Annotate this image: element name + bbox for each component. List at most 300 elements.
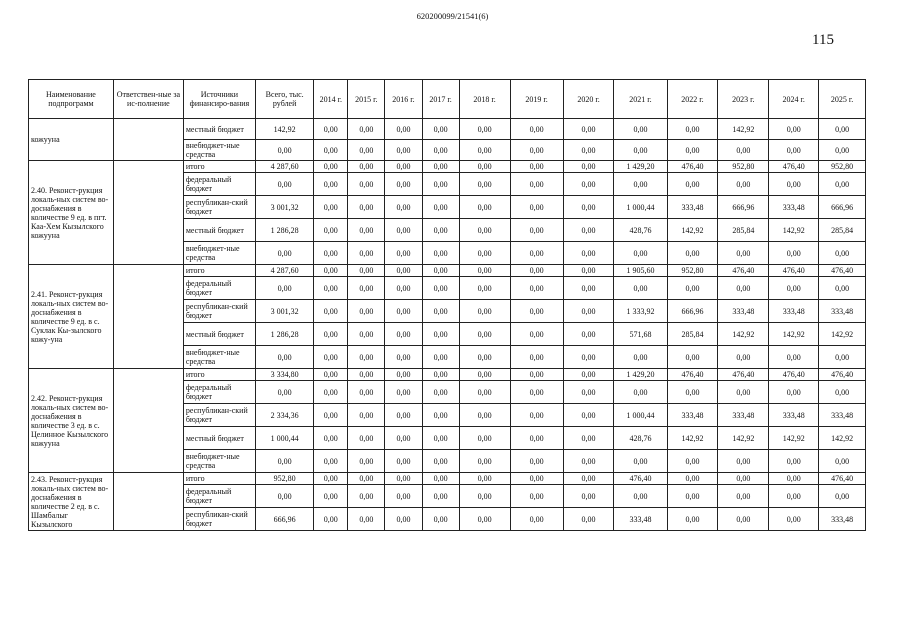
amount-cell: 0,00	[314, 427, 348, 450]
amount-cell: 0,00	[385, 173, 422, 196]
amount-cell: 0,00	[422, 381, 459, 404]
amount-cell: 0,00	[422, 173, 459, 196]
funding-source: республикан-ский бюджет	[183, 300, 255, 323]
amount-cell: 0,00	[769, 485, 819, 508]
amount-cell: 0,00	[614, 119, 667, 140]
amount-cell: 476,40	[667, 369, 718, 381]
amount-cell: 4 287,60	[255, 265, 313, 277]
header-cell: 2024 г.	[769, 80, 819, 119]
amount-cell: 0,00	[422, 473, 459, 485]
amount-cell: 0,00	[563, 427, 614, 450]
amount-cell: 333,48	[614, 508, 667, 531]
amount-cell: 0,00	[667, 242, 718, 265]
amount-cell: 285,84	[819, 219, 866, 242]
amount-cell: 0,00	[718, 381, 769, 404]
amount-cell: 0,00	[769, 450, 819, 473]
amount-cell: 666,96	[819, 196, 866, 219]
amount-cell: 0,00	[718, 242, 769, 265]
amount-cell: 0,00	[459, 219, 510, 242]
amount-cell: 0,00	[255, 242, 313, 265]
amount-cell: 0,00	[314, 173, 348, 196]
amount-cell: 333,48	[819, 300, 866, 323]
amount-cell: 952,80	[819, 161, 866, 173]
funding-source: местный бюджет	[183, 323, 255, 346]
amount-cell: 285,84	[667, 323, 718, 346]
amount-cell: 0,00	[563, 369, 614, 381]
amount-cell: 0,00	[459, 369, 510, 381]
amount-cell: 0,00	[459, 300, 510, 323]
amount-cell: 0,00	[459, 323, 510, 346]
amount-cell: 0,00	[459, 265, 510, 277]
amount-cell: 142,92	[819, 323, 866, 346]
amount-cell: 3 334,80	[255, 369, 313, 381]
amount-cell: 3 001,32	[255, 300, 313, 323]
amount-cell: 142,92	[255, 119, 313, 140]
amount-cell: 0,00	[510, 369, 563, 381]
funding-source: внебюджет-ные средства	[183, 242, 255, 265]
amount-cell: 666,96	[255, 508, 313, 531]
amount-cell: 333,48	[667, 196, 718, 219]
amount-cell: 0,00	[563, 508, 614, 531]
funding-source: итого	[183, 161, 255, 173]
amount-cell: 0,00	[385, 119, 422, 140]
amount-cell: 0,00	[459, 119, 510, 140]
amount-cell: 0,00	[718, 346, 769, 369]
amount-cell: 476,40	[769, 265, 819, 277]
amount-cell: 0,00	[563, 196, 614, 219]
amount-cell: 333,48	[769, 196, 819, 219]
amount-cell: 0,00	[769, 346, 819, 369]
amount-cell: 0,00	[385, 196, 422, 219]
funding-source: федеральный бюджет	[183, 173, 255, 196]
amount-cell: 1 286,28	[255, 323, 313, 346]
amount-cell: 0,00	[510, 140, 563, 161]
amount-cell: 0,00	[614, 173, 667, 196]
amount-cell: 0,00	[563, 346, 614, 369]
amount-cell: 0,00	[314, 265, 348, 277]
amount-cell: 0,00	[718, 473, 769, 485]
amount-cell: 0,00	[563, 119, 614, 140]
amount-cell: 0,00	[718, 140, 769, 161]
responsible-cell	[113, 161, 183, 265]
amount-cell: 0,00	[422, 140, 459, 161]
amount-cell: 0,00	[348, 346, 385, 369]
amount-cell: 0,00	[314, 219, 348, 242]
amount-cell: 0,00	[385, 473, 422, 485]
header-cell: 2015 г.	[348, 80, 385, 119]
funding-source: федеральный бюджет	[183, 381, 255, 404]
amount-cell: 0,00	[819, 450, 866, 473]
amount-cell: 952,80	[255, 473, 313, 485]
amount-cell: 666,96	[718, 196, 769, 219]
amount-cell: 0,00	[348, 508, 385, 531]
table-row	[29, 265, 866, 277]
amount-cell: 0,00	[385, 265, 422, 277]
amount-cell: 0,00	[385, 381, 422, 404]
amount-cell: 0,00	[614, 485, 667, 508]
amount-cell: 0,00	[769, 173, 819, 196]
header-cell: 2021 г.	[614, 80, 667, 119]
amount-cell: 0,00	[385, 346, 422, 369]
amount-cell: 0,00	[314, 242, 348, 265]
amount-cell: 0,00	[459, 161, 510, 173]
amount-cell: 0,00	[422, 508, 459, 531]
amount-cell: 0,00	[769, 277, 819, 300]
amount-cell: 0,00	[314, 450, 348, 473]
table-row	[29, 119, 866, 140]
amount-cell: 1 000,44	[255, 427, 313, 450]
amount-cell: 0,00	[769, 119, 819, 140]
amount-cell: 476,40	[819, 473, 866, 485]
amount-cell: 0,00	[510, 404, 563, 427]
amount-cell: 0,00	[422, 277, 459, 300]
amount-cell: 142,92	[769, 219, 819, 242]
header-cell: Наименование подпрограмм	[29, 80, 114, 119]
amount-cell: 333,48	[769, 404, 819, 427]
funding-source: республикан-ский бюджет	[183, 508, 255, 531]
amount-cell: 0,00	[819, 242, 866, 265]
amount-cell: 0,00	[422, 485, 459, 508]
amount-cell: 476,40	[769, 161, 819, 173]
amount-cell: 0,00	[348, 173, 385, 196]
amount-cell: 0,00	[459, 277, 510, 300]
amount-cell: 0,00	[563, 404, 614, 427]
amount-cell: 0,00	[563, 473, 614, 485]
header-cell: Ответствен-ные за ис-полнение	[113, 80, 183, 119]
header-cell: 2023 г.	[718, 80, 769, 119]
amount-cell: 0,00	[255, 381, 313, 404]
amount-cell: 0,00	[769, 473, 819, 485]
amount-cell: 0,00	[667, 473, 718, 485]
amount-cell: 0,00	[348, 277, 385, 300]
amount-cell: 0,00	[459, 427, 510, 450]
amount-cell: 0,00	[385, 219, 422, 242]
header-cell: 2014 г.	[314, 80, 348, 119]
amount-cell: 0,00	[348, 369, 385, 381]
amount-cell: 0,00	[348, 450, 385, 473]
amount-cell: 0,00	[819, 346, 866, 369]
amount-cell: 0,00	[510, 473, 563, 485]
amount-cell: 0,00	[510, 161, 563, 173]
amount-cell: 0,00	[385, 140, 422, 161]
amount-cell: 0,00	[614, 346, 667, 369]
amount-cell: 0,00	[563, 485, 614, 508]
amount-cell: 0,00	[667, 381, 718, 404]
amount-cell: 0,00	[348, 196, 385, 219]
amount-cell: 0,00	[614, 450, 667, 473]
amount-cell: 0,00	[385, 404, 422, 427]
amount-cell: 0,00	[348, 219, 385, 242]
amount-cell: 0,00	[667, 277, 718, 300]
amount-cell: 0,00	[314, 300, 348, 323]
funding-source: внебюджет-ные средства	[183, 140, 255, 161]
amount-cell: 333,48	[718, 300, 769, 323]
amount-cell: 0,00	[459, 140, 510, 161]
subprogram-name: 2.42. Реконст-рукция локаль-ных систем во-доснабжения в количестве 3 ед. в с. Целинное Кызылского кожууна	[29, 369, 114, 473]
amount-cell: 0,00	[385, 323, 422, 346]
amount-cell: 0,00	[510, 323, 563, 346]
amount-cell: 0,00	[422, 450, 459, 473]
responsible-cell	[113, 369, 183, 473]
amount-cell: 0,00	[563, 323, 614, 346]
header-cell: 2025 г.	[819, 80, 866, 119]
amount-cell: 0,00	[422, 404, 459, 427]
amount-cell: 0,00	[459, 404, 510, 427]
amount-cell: 0,00	[563, 242, 614, 265]
amount-cell: 142,92	[667, 427, 718, 450]
amount-cell: 0,00	[385, 427, 422, 450]
amount-cell: 0,00	[718, 485, 769, 508]
amount-cell: 0,00	[385, 485, 422, 508]
amount-cell: 0,00	[348, 161, 385, 173]
amount-cell: 0,00	[563, 277, 614, 300]
amount-cell: 333,48	[819, 404, 866, 427]
amount-cell: 0,00	[667, 119, 718, 140]
amount-cell: 0,00	[255, 277, 313, 300]
amount-cell: 0,00	[422, 323, 459, 346]
header-cell: 2018 г.	[459, 80, 510, 119]
amount-cell: 0,00	[348, 242, 385, 265]
amount-cell: 0,00	[422, 242, 459, 265]
funding-source: федеральный бюджет	[183, 485, 255, 508]
subprogram-name: 2.40. Реконст-рукция локаль-ных систем во-доснабжения в количестве 9 ед. в пгт. Каа-Хем Кызылского кожууна	[29, 161, 114, 265]
amount-cell: 0,00	[510, 277, 563, 300]
amount-cell: 1 333,92	[614, 300, 667, 323]
amount-cell: 0,00	[718, 508, 769, 531]
amount-cell: 952,80	[667, 265, 718, 277]
amount-cell: 0,00	[718, 173, 769, 196]
amount-cell: 1 000,44	[614, 196, 667, 219]
responsible-cell	[113, 265, 183, 369]
amount-cell: 0,00	[563, 219, 614, 242]
amount-cell: 0,00	[769, 140, 819, 161]
amount-cell: 0,00	[510, 265, 563, 277]
amount-cell: 0,00	[255, 346, 313, 369]
amount-cell: 0,00	[819, 140, 866, 161]
amount-cell: 0,00	[718, 450, 769, 473]
amount-cell: 0,00	[422, 427, 459, 450]
amount-cell: 0,00	[314, 369, 348, 381]
amount-cell: 0,00	[348, 381, 385, 404]
amount-cell: 0,00	[314, 140, 348, 161]
amount-cell: 142,92	[769, 323, 819, 346]
amount-cell: 0,00	[667, 140, 718, 161]
amount-cell: 1 286,28	[255, 219, 313, 242]
amount-cell: 0,00	[563, 161, 614, 173]
responsible-cell	[113, 473, 183, 531]
table-row	[29, 161, 866, 173]
amount-cell: 952,80	[718, 161, 769, 173]
amount-cell: 0,00	[422, 119, 459, 140]
funding-source: местный бюджет	[183, 427, 255, 450]
amount-cell: 333,48	[718, 404, 769, 427]
amount-cell: 0,00	[255, 485, 313, 508]
amount-cell: 0,00	[422, 265, 459, 277]
amount-cell: 0,00	[510, 346, 563, 369]
amount-cell: 0,00	[314, 404, 348, 427]
amount-cell: 0,00	[667, 508, 718, 531]
amount-cell: 1 429,20	[614, 161, 667, 173]
financing-table	[28, 79, 866, 531]
amount-cell: 0,00	[459, 485, 510, 508]
funding-source: внебюджет-ные средства	[183, 346, 255, 369]
header-cell: 2019 г.	[510, 80, 563, 119]
amount-cell: 0,00	[422, 219, 459, 242]
amount-cell: 476,40	[819, 369, 866, 381]
amount-cell: 0,00	[255, 140, 313, 161]
amount-cell: 4 287,60	[255, 161, 313, 173]
amount-cell: 0,00	[422, 196, 459, 219]
amount-cell: 0,00	[385, 300, 422, 323]
amount-cell: 142,92	[718, 119, 769, 140]
subprogram-name: 2.43. Реконст-рукция локаль-ных систем во-доснабжения в количестве 2 ед. в с. Шамбалыг Кызылского	[29, 473, 114, 531]
amount-cell: 2 334,36	[255, 404, 313, 427]
amount-cell: 0,00	[255, 173, 313, 196]
amount-cell: 0,00	[614, 381, 667, 404]
amount-cell: 1 429,20	[614, 369, 667, 381]
amount-cell: 0,00	[459, 346, 510, 369]
amount-cell: 0,00	[255, 450, 313, 473]
amount-cell: 333,48	[769, 300, 819, 323]
amount-cell: 0,00	[718, 277, 769, 300]
amount-cell: 0,00	[385, 277, 422, 300]
amount-cell: 571,68	[614, 323, 667, 346]
amount-cell: 0,00	[510, 485, 563, 508]
amount-cell: 0,00	[385, 369, 422, 381]
amount-cell: 1 000,44	[614, 404, 667, 427]
amount-cell: 0,00	[348, 485, 385, 508]
amount-cell: 0,00	[563, 173, 614, 196]
amount-cell: 0,00	[614, 242, 667, 265]
header-cell: 2017 г.	[422, 80, 459, 119]
amount-cell: 0,00	[422, 161, 459, 173]
amount-cell: 0,00	[422, 369, 459, 381]
header-cell: Всего, тыс. рублей	[255, 80, 313, 119]
amount-cell: 0,00	[819, 119, 866, 140]
amount-cell: 0,00	[563, 300, 614, 323]
amount-cell: 666,96	[667, 300, 718, 323]
amount-cell: 0,00	[348, 323, 385, 346]
amount-cell: 0,00	[314, 381, 348, 404]
amount-cell: 0,00	[667, 450, 718, 473]
funding-source: итого	[183, 369, 255, 381]
table-row	[29, 369, 866, 381]
amount-cell: 0,00	[314, 323, 348, 346]
funding-source: республикан-ский бюджет	[183, 196, 255, 219]
amount-cell: 0,00	[459, 450, 510, 473]
amount-cell: 0,00	[667, 346, 718, 369]
amount-cell: 285,84	[718, 219, 769, 242]
amount-cell: 0,00	[459, 473, 510, 485]
amount-cell: 0,00	[819, 277, 866, 300]
document-id: 620200099/21541(6)	[416, 11, 489, 21]
amount-cell: 0,00	[614, 277, 667, 300]
amount-cell: 3 001,32	[255, 196, 313, 219]
amount-cell: 0,00	[385, 161, 422, 173]
amount-cell: 476,40	[718, 369, 769, 381]
amount-cell: 0,00	[510, 196, 563, 219]
amount-cell: 0,00	[510, 219, 563, 242]
amount-cell: 0,00	[314, 119, 348, 140]
amount-cell: 0,00	[385, 508, 422, 531]
table-row	[29, 473, 866, 485]
amount-cell: 333,48	[819, 508, 866, 531]
amount-cell: 0,00	[510, 300, 563, 323]
amount-cell: 476,40	[667, 161, 718, 173]
amount-cell: 0,00	[459, 381, 510, 404]
amount-cell: 0,00	[459, 242, 510, 265]
amount-cell: 0,00	[314, 473, 348, 485]
amount-cell: 0,00	[422, 300, 459, 323]
amount-cell: 0,00	[563, 381, 614, 404]
amount-cell: 142,92	[769, 427, 819, 450]
amount-cell: 0,00	[667, 485, 718, 508]
header-cell: 2022 г.	[667, 80, 718, 119]
amount-cell: 0,00	[314, 196, 348, 219]
amount-cell: 476,40	[769, 369, 819, 381]
funding-source: итого	[183, 473, 255, 485]
page-number: 115	[812, 32, 834, 48]
amount-cell: 0,00	[563, 265, 614, 277]
amount-cell: 0,00	[314, 485, 348, 508]
amount-cell: 0,00	[510, 427, 563, 450]
header-cell: 2016 г.	[385, 80, 422, 119]
funding-source: республикан-ский бюджет	[183, 404, 255, 427]
amount-cell: 476,40	[718, 265, 769, 277]
funding-source: итого	[183, 265, 255, 277]
amount-cell: 0,00	[819, 381, 866, 404]
amount-cell: 0,00	[459, 173, 510, 196]
amount-cell: 0,00	[314, 277, 348, 300]
amount-cell: 142,92	[819, 427, 866, 450]
amount-cell: 0,00	[510, 508, 563, 531]
amount-cell: 0,00	[348, 427, 385, 450]
amount-cell: 0,00	[348, 404, 385, 427]
amount-cell: 0,00	[614, 140, 667, 161]
header-cell: 2020 г.	[563, 80, 614, 119]
table-body	[29, 119, 866, 531]
responsible-cell	[113, 119, 183, 161]
amount-cell: 0,00	[510, 173, 563, 196]
amount-cell: 0,00	[510, 381, 563, 404]
amount-cell: 142,92	[667, 219, 718, 242]
amount-cell: 1 905,60	[614, 265, 667, 277]
amount-cell: 0,00	[348, 140, 385, 161]
amount-cell: 0,00	[314, 508, 348, 531]
amount-cell: 0,00	[348, 265, 385, 277]
amount-cell: 0,00	[563, 140, 614, 161]
subprogram-name: 2.41. Реконст-рукция локаль-ных систем во-доснабжения в количестве 9 ед. в с. Суклак Кы-зылского кожу-уна	[29, 265, 114, 369]
amount-cell: 476,40	[614, 473, 667, 485]
amount-cell: 0,00	[459, 508, 510, 531]
amount-cell: 0,00	[563, 450, 614, 473]
amount-cell: 0,00	[314, 161, 348, 173]
amount-cell: 0,00	[769, 508, 819, 531]
amount-cell: 0,00	[385, 450, 422, 473]
header-row	[29, 80, 866, 119]
amount-cell: 0,00	[510, 119, 563, 140]
amount-cell: 142,92	[718, 427, 769, 450]
amount-cell: 0,00	[819, 173, 866, 196]
amount-cell: 333,48	[667, 404, 718, 427]
header-cell: Источники финансиро-вания	[183, 80, 255, 119]
amount-cell: 0,00	[769, 242, 819, 265]
amount-cell: 476,40	[819, 265, 866, 277]
funding-source: местный бюджет	[183, 219, 255, 242]
amount-cell: 0,00	[769, 381, 819, 404]
amount-cell: 0,00	[667, 173, 718, 196]
amount-cell: 0,00	[348, 300, 385, 323]
